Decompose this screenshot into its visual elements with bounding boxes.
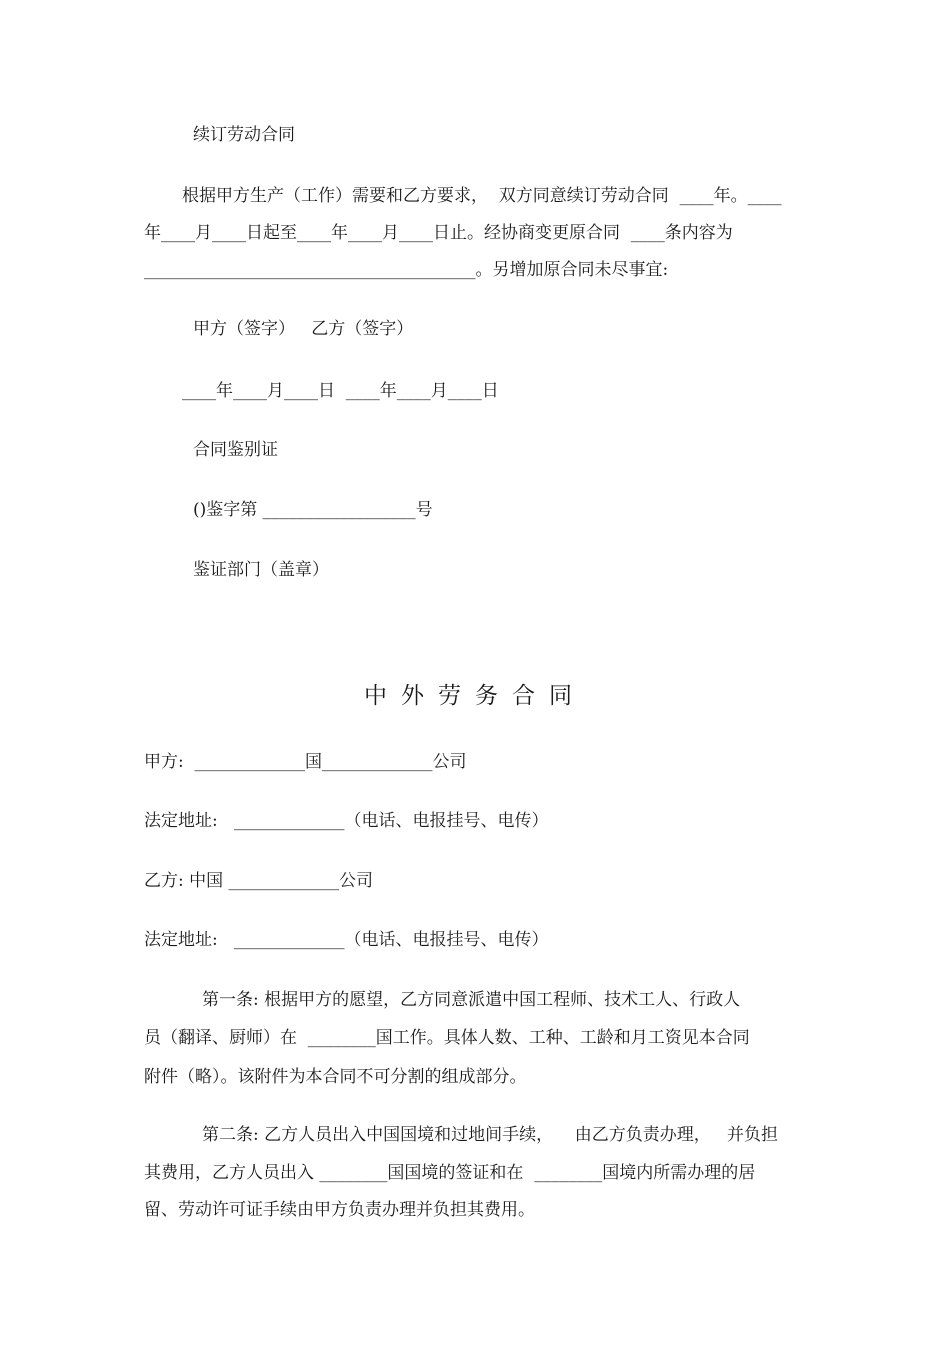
party-b: 乙方: 中国 _____________公司 (144, 871, 374, 891)
renewal-paragraph-line: _______________________________________。另增加原合同未尽事宜: (144, 260, 669, 280)
article-2-line: 第二条: 乙方人员出入中国国境和过地间手续， 由乙方负责办理， 并负担 (202, 1125, 778, 1145)
renewal-heading: 续订劳动合同 (193, 125, 295, 145)
article-2-line: 其费用，乙方人员出入 ________国国境的签证和在 ________国境内所需办理的居 (144, 1163, 756, 1183)
certificate-number: ()鉴字第 __________________号 (193, 500, 433, 520)
signature-dates: ____年____月____日 ____年____月____日 (182, 381, 499, 401)
contract-title: 中外劳务合同 (364, 683, 586, 709)
party-b-address: 法定地址: _____________（电话、电报挂号、电传） (144, 930, 549, 950)
article-1-line: 员（翻译、厨师）在 ________国工作。具体人数、工种、工龄和月工资见本合同 (144, 1028, 750, 1048)
certificate-heading: 合同鉴别证 (193, 440, 278, 460)
party-a-address: 法定地址: _____________（电话、电报挂号、电传） (144, 811, 549, 831)
article-1-line: 第一条: 根据甲方的愿望，乙方同意派遣中国工程师、技术工人、行政人 (202, 990, 741, 1010)
renewal-paragraph-line: 根据甲方生产（工作）需要和乙方要求， 双方同意续订劳动合同 ____年。____ (182, 186, 782, 206)
article-2-line: 留、劳动许可证手续由甲方负责办理并负担其费用。 (144, 1200, 535, 1220)
article-1-line: 附件（略）。该附件为本合同不可分割的组成部分。 (144, 1067, 527, 1087)
renewal-paragraph-line: 年____月____日起至____年____月____日止。经协商变更原合同 ____条内容为 (144, 223, 733, 243)
certificate-department: 鉴证部门（盖章） (193, 560, 329, 580)
party-a: 甲方: _____________国_____________公司 (144, 752, 467, 772)
signature-line: 甲方（签字） 乙方（签字） (193, 319, 414, 339)
